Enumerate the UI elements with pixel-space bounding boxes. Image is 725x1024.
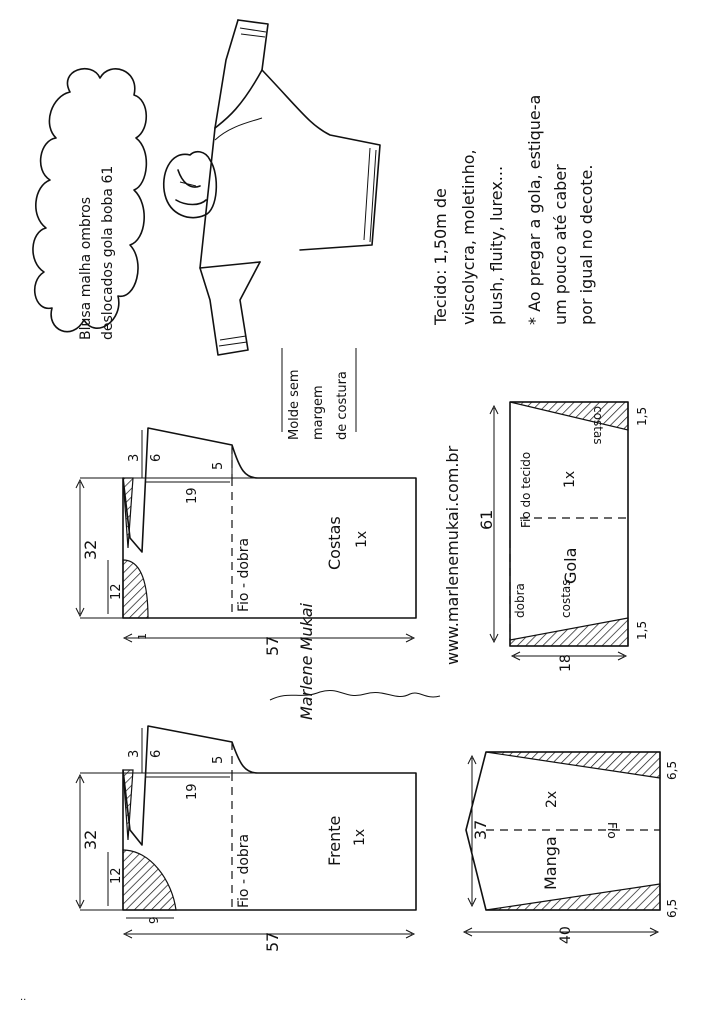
- fabric-line-3: plush, fluity, lurex...: [487, 165, 506, 325]
- gola-dim-15-top: 1,5: [635, 406, 649, 426]
- manga-dim-37: 37: [471, 819, 490, 840]
- manga-dim-65-bottom: 6,5: [665, 898, 679, 918]
- gola-dim-15-bottom: 1,5: [635, 620, 649, 640]
- fabric-line-2: viscolycra, moletinho,: [459, 149, 478, 325]
- costas-dim-5: 5: [211, 461, 226, 470]
- manga-pattern: [464, 752, 679, 944]
- frente-dim-9: 9: [147, 916, 161, 924]
- gola-dim-18: 18: [558, 654, 574, 672]
- manga-fio: Fio: [605, 822, 619, 839]
- manga-dim-65-top: 6,5: [665, 760, 679, 780]
- frente-count: 1x: [352, 828, 368, 846]
- note-line-3: por igual no decote.: [577, 164, 596, 325]
- title-line-2: deslocados gola boba 61: [100, 165, 116, 340]
- gola-pattern: [477, 402, 649, 672]
- gola-fio: Fio do tecido: [519, 451, 533, 528]
- corner-dot: ..: [20, 992, 27, 1003]
- gola-count: 1x: [562, 470, 578, 488]
- title-cloud: [33, 69, 146, 340]
- garment-sketch: [164, 20, 380, 355]
- frente-dim-3: 3: [127, 749, 142, 758]
- signature-text: Marlene Mukai: [297, 602, 316, 720]
- note-line-2: um pouco até caber: [551, 164, 570, 325]
- costas-dim-3: 3: [127, 453, 142, 462]
- gola-costas-top: costas: [591, 406, 605, 445]
- fabric-notes: [431, 95, 596, 326]
- gola-label: Gola: [561, 547, 580, 584]
- frente-dim-12: 12: [109, 867, 124, 884]
- note-line-1: * Ao pregar a gola, estique-a: [525, 94, 544, 325]
- costas-count: 1x: [354, 530, 370, 548]
- molde-line-1: Molde sem: [287, 369, 302, 440]
- manga-count: 2x: [544, 790, 560, 808]
- molde-line-3: de costura: [335, 371, 350, 440]
- manga-label: Manga: [541, 836, 560, 890]
- costas-pattern: [76, 428, 416, 656]
- costas-fio: Fio - dobra: [236, 537, 252, 612]
- frente-dim-19: 19: [185, 783, 200, 800]
- costas-dim-12: 12: [109, 583, 124, 600]
- costas-dim-32: 32: [81, 539, 100, 560]
- frente-label: Frente: [325, 815, 344, 866]
- costas-dim-19: 19: [185, 487, 200, 504]
- website-text: www.marlenemukai.com.br: [443, 445, 462, 665]
- costas-dim-1: 1: [136, 633, 149, 640]
- frente-pattern: [76, 726, 416, 952]
- fabric-line-1: Tecido: 1,50m de: [431, 188, 450, 325]
- gola-dim-61: 61: [477, 509, 496, 530]
- costas-dim-57: 57: [263, 635, 282, 656]
- costas-label: Costas: [325, 516, 344, 570]
- gola-costas-bottom: costas: [559, 579, 573, 618]
- frente-dim-6: 6: [149, 749, 164, 758]
- molde-note: [282, 348, 356, 440]
- frente-dim-32: 32: [81, 829, 100, 850]
- costas-dim-6: 6: [149, 453, 164, 462]
- frente-fio: Fio - dobra: [236, 833, 252, 908]
- title-line-1: Blusa malha ombros: [78, 196, 94, 340]
- gola-dobra: dobra: [513, 583, 527, 618]
- manga-dim-40: 40: [558, 926, 574, 944]
- frente-dim-5: 5: [211, 755, 226, 764]
- frente-dim-57: 57: [263, 931, 282, 952]
- signature: [270, 602, 440, 720]
- molde-line-2: margem: [311, 385, 326, 440]
